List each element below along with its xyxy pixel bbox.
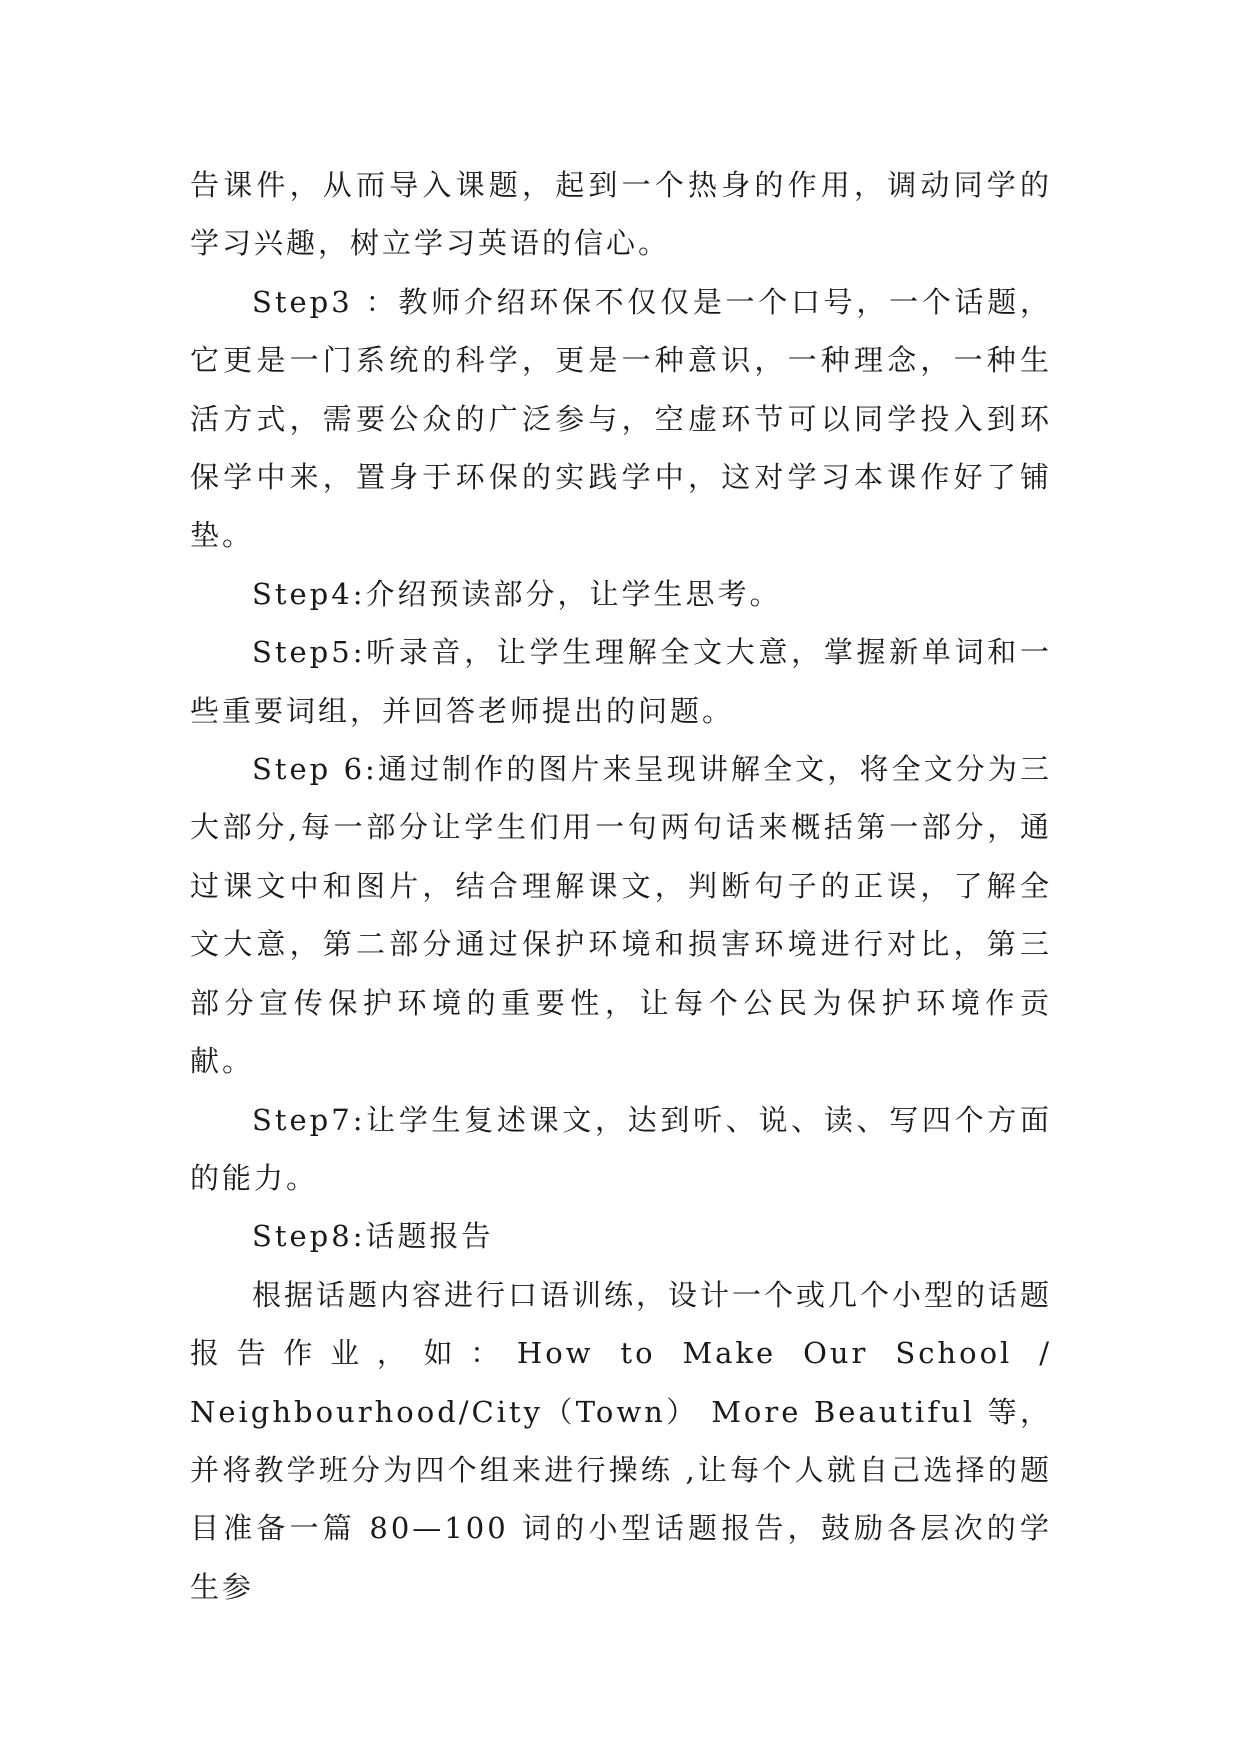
document-body [190, 156, 1052, 1616]
paragraph-step3: Step3 ：教师介绍环保不仅仅是一个口号，一个话题，它更是一门系统的科学，更是一种意识，一种理念，一种生活方式，需要公众的广泛参与，空虚环节可以同学投入到环保学中来，置身于环保的实践学中，这对学习本课作好了铺垫。 [190, 284, 1052, 553]
paragraph-step6: Step 6:通过制作的图片来呈现讲解全文，将全文分为三大部分,每一部分让学生们用一句两句话来概括第一部分，通过课文中和图片，结合理解课文，判断句子的正误，了解全文大意，第二部分通过保护环境和损害环境进行对比，第三部分宣传保护环境的重要性，让每个公民为保护环境作贡献。 [190, 752, 1052, 1079]
paragraph-continuation: 告课件，从而导入课题，起到一个热身的作用，调动同学的学习兴趣，树立学习英语的信心。 [190, 168, 1052, 261]
paragraph-topic-report: 根据话题内容进行口语训练，设计一个或几个小型的话题报告作业，如：How to Make Our School / Neighbourhood/City（Town） More Beautiful 等，并将教学班分为四个组来进行操练 ,让每个人就自己选择的题目准备一篇 80—100 词的小型话题报告，鼓励各层次的学生参 [190, 1277, 1053, 1604]
paragraph-step8-heading: Step8:话题报告 [252, 1219, 494, 1254]
paragraph-step5: Step5:听录音，让学生理解全文大意，掌握新单词和一些重要词组，并回答老师提出的问题。 [190, 635, 1052, 728]
paragraph-step7: Step7:让学生复述课文，达到听、说、读、写四个方面的能力。 [190, 1102, 1052, 1195]
paragraph-step4: Step4:介绍预读部分，让学生思考。 [252, 576, 782, 611]
